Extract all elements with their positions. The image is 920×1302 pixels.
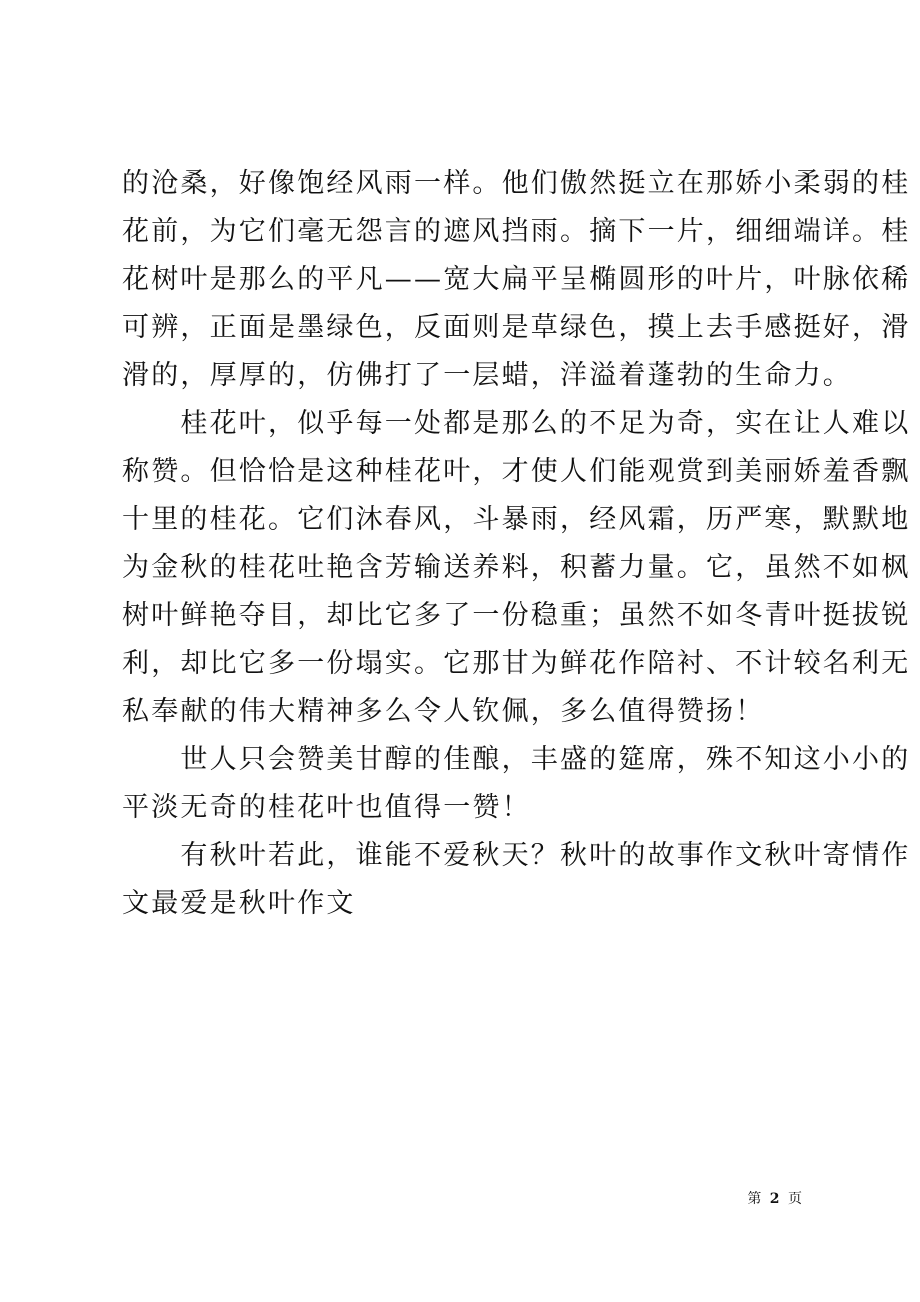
text-line: 桂花叶，似乎每一处都是那么的不足为奇，实在让人难以 <box>122 408 911 439</box>
page-footer <box>747 1189 804 1209</box>
text-line: 可辨，正面是墨绿色，反面则是草绿色，摸上去手感挺好，滑 <box>122 312 911 343</box>
text-line: 滑的，厚厚的，仿佛打了一层蜡，洋溢着蓬勃的生命力。 <box>122 360 852 391</box>
text-line: 利，却比它多一份塌实。它那甘为鲜花作陪衬、不计较名利无 <box>122 648 911 679</box>
page-number: 2 <box>769 1191 782 1207</box>
text-line: 称赞。但恰恰是这种桂花叶，才使人们能观赏到美丽娇羞香飘 <box>122 456 911 487</box>
text-line: 世人只会赞美甘醇的佳酿，丰盛的筵席，殊不知这小小的 <box>122 744 911 775</box>
text-line: 文最爱是秋叶作文 <box>122 888 356 919</box>
text-line: 的沧桑，好像饱经风雨一样。他们傲然挺立在那娇小柔弱的桂 <box>122 168 911 199</box>
text-line: 有秋叶若此，谁能不爱秋天？秋叶的故事作文秋叶寄情作 <box>122 840 911 871</box>
page-number-prefix: 第 <box>747 1191 764 1207</box>
body-text <box>122 160 911 928</box>
text-line: 树叶鲜艳夺目，却比它多了一份稳重；虽然不如冬青叶挺拔锐 <box>122 600 911 631</box>
text-line: 为金秋的桂花吐艳含芳输送养料，积蓄力量。它，虽然不如枫 <box>122 552 911 583</box>
page-number-suffix: 页 <box>788 1191 804 1207</box>
text-line: 十里的桂花。它们沐春风，斗暴雨，经风霜，历严寒，默默地 <box>122 504 911 535</box>
text-line: 平淡无奇的桂花叶也值得一赞！ <box>122 792 531 823</box>
text-line: 私奉献的伟大精神多么令人钦佩，多么值得赞扬！ <box>122 696 765 727</box>
text-line: 花前，为它们毫无怨言的遮风挡雨。摘下一片，细细端详。桂 <box>122 216 911 247</box>
text-line: 花树叶是那么的平凡——宽大扁平呈椭圆形的叶片，叶脉依稀 <box>122 264 911 295</box>
